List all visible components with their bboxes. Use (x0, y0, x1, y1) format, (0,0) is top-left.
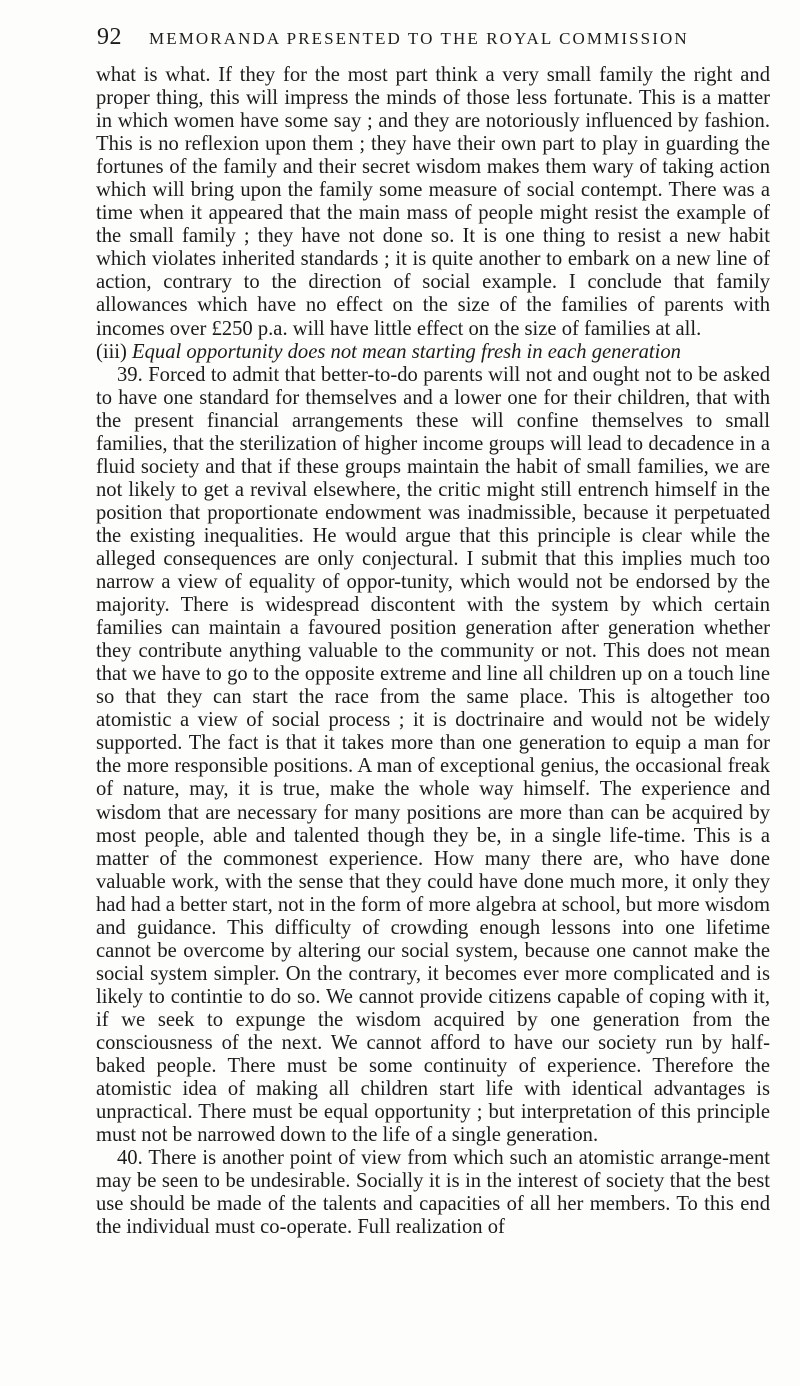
paragraph-40: 40. There is another point of view from which such an atomistic arrange-ment may be seen to be undesirable. Socially it is in the interest of society that the best use should be made of the talents and capacities of all her members. To this end the individual must co-operate. Full realization of (96, 1147, 770, 1239)
page-header (97, 24, 757, 56)
section-heading (96, 341, 770, 364)
page-number: 92 (97, 24, 122, 50)
running-title: MEMORANDA PRESENTED TO THE ROYAL COMMISSION (149, 29, 689, 48)
section-heading-numeral: (iii) (96, 340, 127, 363)
paragraph-39: 39. Forced to admit that better-to-do parents will not and ought not to be asked to have one standard for themselves and a lower one for their children, that with the present financial arrangements these will confine themselves to small families, that the sterilization of higher income groups will lead to decadence in a fluid society and that if these groups maintain the habit of small families, we are not likely to get a revival elsewhere, the critic might still entrench himself in the position that proportionate endowment was inadmissible, because it perpetuated the existing inequalities. He would argue that this principle is clear while the alleged consequences are only conjectural. I submit that this implies much too narrow a view of equality of oppor-tunity, which would not be endorsed by the majority. There is widespread discontent with the system by which certain families can maintain a favoured position generation after generation whether they contribute anything valuable to the community or not. This does not mean that we have to go to the opposite extreme and line all children up on a touch line so that they can start the race from the same place. This is altogether too atomistic a view of social process ; it is doctrinaire and would not be widely supported. The fact is that it takes more than one generation to equip a man for the more responsible positions. A man of exceptional genius, the occasional freak of nature, may, it is true, make the whole way himself. The experience and wisdom that are necessary for many positions are more than can be acquired by most people, able and talented though they be, in a single life-time. This is a matter of the commonest experience. How many there are, who have done valuable work, with the sense that they could have done much more, it only they had had a better start, not in the form of more algebra at school, but more wisdom and guidance. This difficulty of crowding enough lessons into one lifetime cannot be overcome by altering our social system, because one cannot make the social system simpler. On the contrary, it becomes ever more complicated and is likely to contintie to do so. We cannot provide citizens capable of coping with it, if we seek to expunge the wisdom acquired by one generation from the consciousness of the next. We cannot afford to have our society run by half-baked people. There must be some continuity of experience. Therefore the atomistic idea of making all children start life with identical advantages is unpractical. There must be equal opportunity ; but interpretation of this principle must not be narrowed down to the life of a single generation. (96, 363, 770, 1147)
body-text (96, 64, 770, 1239)
section-heading-text: Equal opportunity does not mean starting fresh in each generation (132, 340, 681, 363)
paragraph-continued: what is what. If they for the most part think a very small family the right and proper thing, this will impress the minds of those less fortunate. This is a matter in which women have some say ; and they are notoriously influenced by fashion. This is no reflexion upon them ; they have their own part to play in guarding the fortunes of the family and their secret wisdom makes them wary of taking action which will bring upon the family some measure of social contempt. There was a time when it appeared that the main mass of people might resist the example of the small family ; they have not done so. It is one thing to resist a new habit which violates inherited standards ; it is quite another to embark on a new line of action, contrary to the direction of social example. I conclude that family allowances which have no effect on the size of the families of parents with incomes over £250 p.a. will have little effect on the size of families at all. (96, 64, 770, 340)
